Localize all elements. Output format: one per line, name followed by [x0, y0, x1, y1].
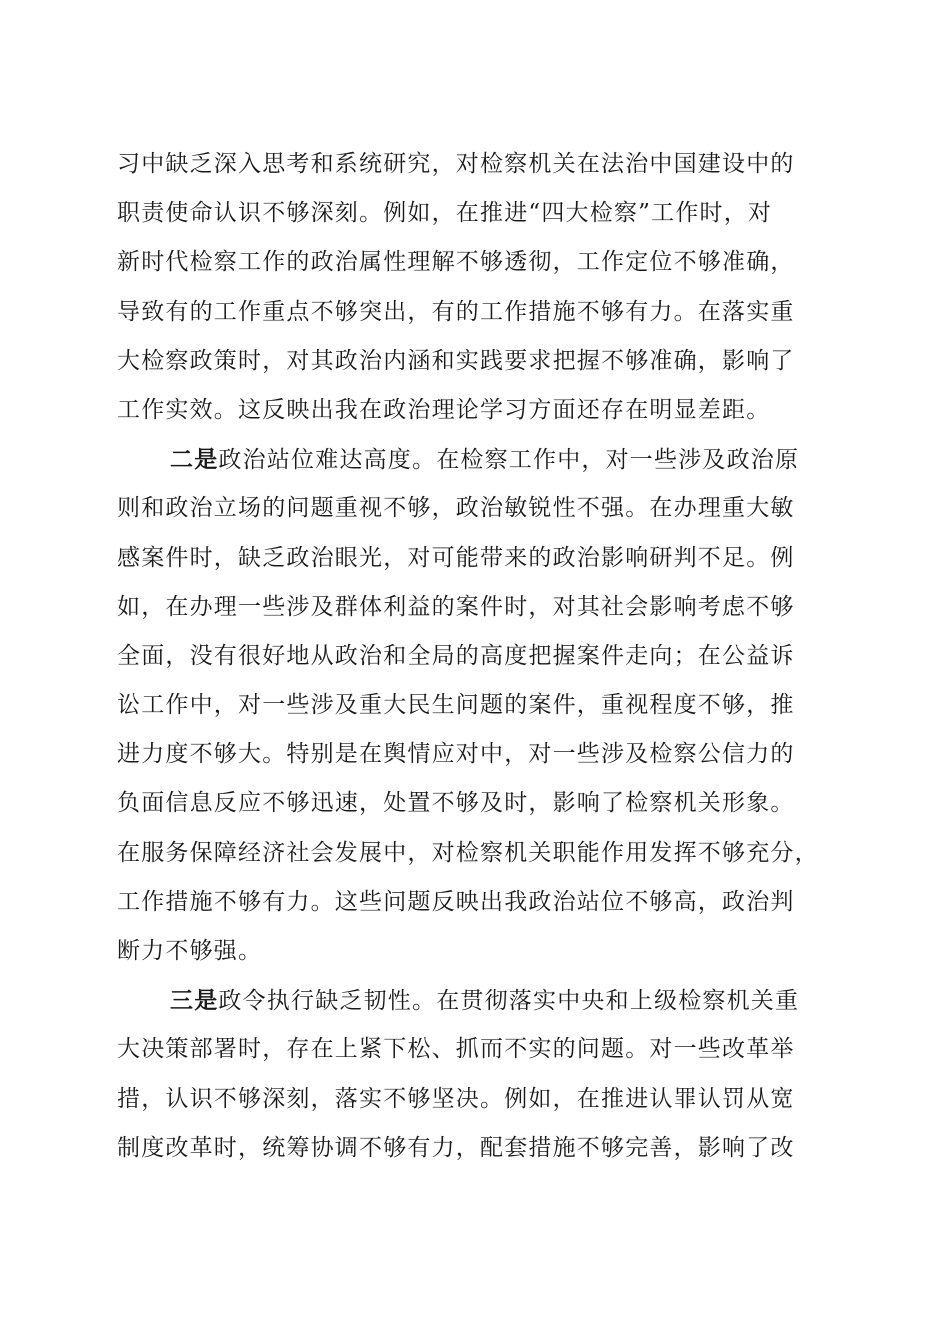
paragraph-start-line	[117, 435, 837, 484]
text-line: 断力不够强。	[117, 938, 263, 964]
text-line: 措，认识不够深刻，落实不够坚决。例如，在推进认罪认罚从宽	[117, 1085, 795, 1112]
paragraph-start-line	[117, 976, 837, 1025]
paragraph-text: 政治站位难达高度。在检察工作中，对一些涉及政治原	[218, 447, 800, 474]
text-line: 新时代检察工作的政治属性理解不够透彻，工作定位不够准确，	[117, 249, 795, 276]
text-line: 职责使命认识不够深刻。例如，在推进“四大检察”工作时，对	[117, 200, 773, 227]
text-line: 感案件时，缺乏政治眼光，对可能带来的政治影响研判不足。例	[117, 544, 795, 571]
text-line: 习中缺乏深入思考和系统研究，对检察机关在法治中国建设中的	[117, 151, 795, 177]
text-line: 全面，没有很好地从政治和全局的高度把握案件走向；在公益诉	[117, 642, 795, 669]
text-line: 大检察政策时，对其政治内涵和实践要求把握不够准确，影响了	[117, 347, 795, 374]
text-line: 制度改革时，统筹协调不够有力，配套措施不够完善，影响了改	[117, 1134, 795, 1161]
text-line: 工作措施不够有力。这些问题反映出我政治站位不够高，政治判	[117, 888, 795, 915]
paragraph-text: 政令执行缺乏韧性。在贯彻落实中央和上级检察机关重	[218, 988, 800, 1015]
paragraph-lead: 三是	[170, 987, 219, 1015]
text-line: 则和政治立场的问题重视不够，政治敏锐性不强。在办理重大敏	[117, 495, 795, 522]
body-text	[117, 140, 837, 1173]
text-line: 工作实效。这反映出我在政治理论学习方面还存在明显差距。	[117, 396, 771, 423]
paragraph-lead: 二是	[170, 446, 219, 474]
text-line: 进力度不够大。特别是在舆情应对中，对一些涉及检察公信力的	[117, 741, 795, 768]
text-line: 大决策部署时，存在上紧下松、抓而不实的问题。对一些改革举	[117, 1036, 795, 1063]
text-line: 如，在办理一些涉及群体利益的案件时，对其社会影响考虑不够	[117, 593, 795, 620]
text-line: 讼工作中，对一些涉及重大民生问题的案件，重视程度不够，推	[117, 692, 795, 719]
text-line: 在服务保障经济社会发展中，对检察机关职能作用发挥不够充分，	[117, 839, 819, 866]
text-line: 负面信息反应不够迅速，处置不够及时，影响了检察机关形象。	[117, 790, 795, 817]
text-line: 导致有的工作重点不够突出，有的工作措施不够有力。在落实重	[117, 298, 795, 325]
